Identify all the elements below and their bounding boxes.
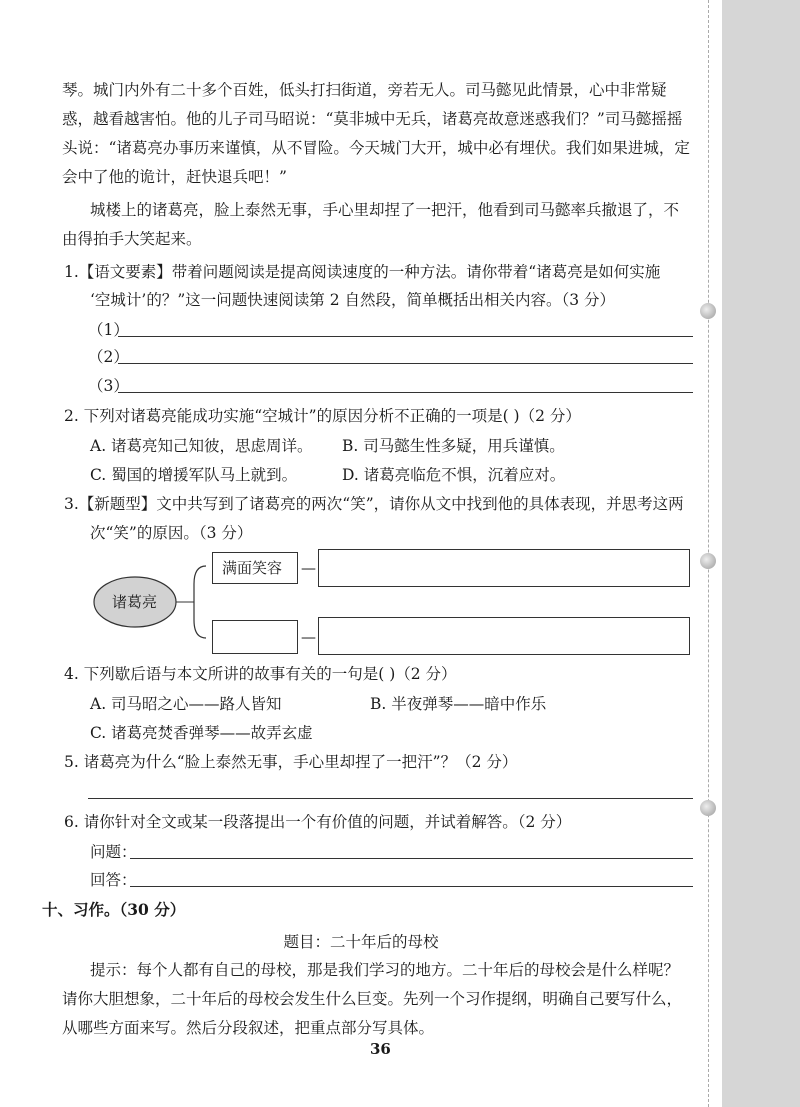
q1-blank-label-1: （1）	[88, 321, 129, 339]
q3-dash-2: —	[301, 628, 316, 646]
q4-option-c[interactable]: C. 诸葛亮焚香弹琴——故弄玄虚	[90, 724, 313, 742]
binding-strip	[722, 0, 800, 1107]
page-number: 36	[370, 1040, 391, 1058]
q2-option-c[interactable]: C. 蜀国的增援军队马上就到。	[90, 466, 298, 484]
q2-option-d[interactable]: D. 诸葛亮临危不惧，沉着应对。	[342, 466, 566, 484]
q3-dash-1: —	[301, 559, 316, 577]
essay-prompt-line-2: 请你大胆想象，二十年后的母校会发生什么巨变。先列一个习作提纲，明确自己要写什么，	[62, 990, 683, 1008]
passage-line-5: 城楼上的诸葛亮，脸上泰然无事，手心里却捏了一把汗，他看到司马懿率兵撤退了，不	[90, 201, 680, 219]
q4-option-b[interactable]: B. 半夜弹琴——暗中作乐	[370, 695, 547, 713]
passage-line-6: 由得拍手大笑起来。	[62, 230, 202, 248]
q1-stem-line-1: 1.【语文要素】带着问题阅读是提高阅读速度的一种方法。请你带着“诸葛亮是如何实施	[64, 263, 661, 281]
q6-answer-label: 回答：	[90, 871, 137, 889]
q3-brace-shape	[194, 566, 206, 638]
q6-answer-line[interactable]	[130, 886, 693, 887]
q2-option-b[interactable]: B. 司马懿生性多疑，用兵谨慎。	[342, 437, 565, 455]
q3-answer-box-1[interactable]	[318, 549, 690, 587]
binding-hole-3	[700, 800, 716, 816]
q3-center-label: 诸葛亮	[112, 593, 158, 611]
q1-blank-label-2: （2）	[88, 348, 129, 366]
q1-blank-label-3: （3）	[88, 377, 129, 395]
q4-stem: 4. 下列歇后语与本文所讲的故事有关的一句是( )（2 分）	[64, 665, 457, 683]
q5-answer-line[interactable]	[88, 798, 693, 799]
section-10-heading: 十、习作。（30 分）	[42, 900, 186, 919]
essay-prompt-line-1: 提示：每个人都有自己的母校，那是我们学习的地方。二十年后的母校会是什么样呢？	[90, 961, 680, 979]
passage-line-4: 会中了他的诡计，赶快退兵吧！”	[62, 168, 287, 186]
q3-answer-box-2[interactable]	[318, 617, 690, 655]
passage-line-2: 惑，越看越害怕。他的儿子司马昭说：“莫非城中无兵，诸葛亮故意迷惑我们？”司马懿摇摇	[62, 110, 683, 128]
q1-stem-line-2: ‘空城计’的？”这一问题快速阅读第 2 自然段，简单概括出相关内容。（3 分）	[90, 291, 616, 309]
q5-stem: 5. 诸葛亮为什么“脸上泰然无事，手心里却捏了一把汗”？（2 分）	[64, 753, 518, 771]
q3-stem-line-1: 3.【新题型】文中共写到了诸葛亮的两次“笑”，请你从文中找到他的具体表现，并思考这两	[64, 495, 684, 513]
binding-hole-2	[700, 553, 716, 569]
q3-box-2[interactable]	[212, 620, 298, 654]
q2-option-a[interactable]: A. 诸葛亮知己知彼，思虑周详。	[90, 437, 313, 455]
passage-line-3: 头说：“诸葛亮办事历来谨慎，从不冒险。今天城门大开，城中必有埋伏。我们如果进城，定	[62, 139, 690, 157]
essay-prompt-line-3: 从哪些方面来写。然后分段叙述，把重点部分写具体。	[62, 1019, 435, 1037]
q2-stem: 2. 下列对诸葛亮能成功实施“空城计”的原因分析不正确的一项是( )（2 分）	[64, 407, 581, 425]
passage-line-1: 琴。城门内外有二十多个百姓，低头打扫街道，旁若无人。司马懿见此情景，心中非常疑	[62, 81, 667, 99]
q3-box-1-label: 满面笑容	[222, 559, 283, 577]
q6-stem: 6. 请你针对全文或某一段落提出一个有价值的问题，并试着解答。（2 分）	[64, 813, 572, 831]
binding-hole-1	[700, 303, 716, 319]
q3-stem-line-2: 次“笑”的原因。（3 分）	[90, 524, 253, 542]
q6-question-line[interactable]	[130, 858, 693, 859]
q6-question-label: 问题：	[90, 843, 137, 861]
essay-title: 题目：二十年后的母校	[283, 933, 439, 951]
q4-option-a[interactable]: A. 司马昭之心——路人皆知	[90, 695, 282, 713]
